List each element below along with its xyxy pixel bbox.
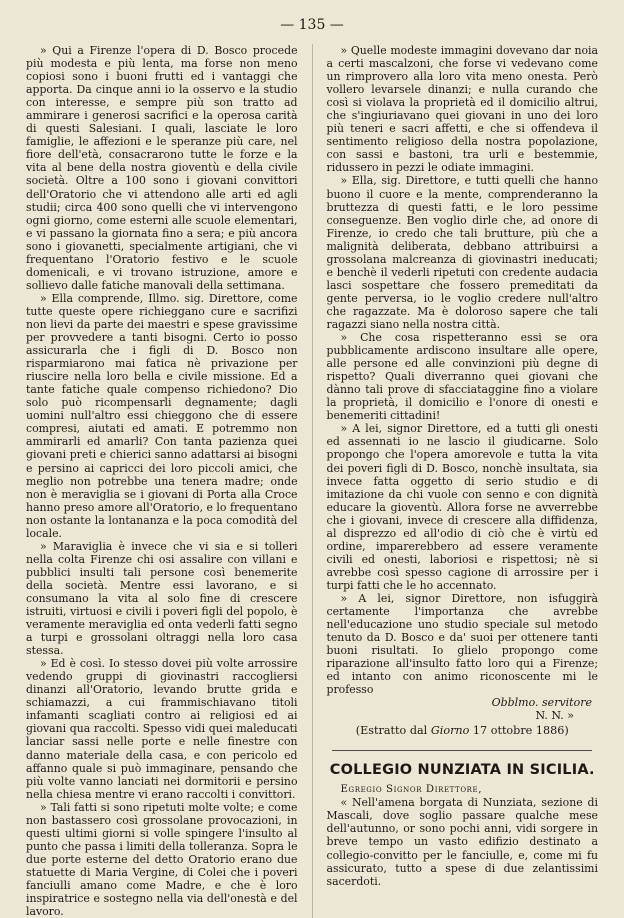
paragraph: « Nell'amena borgata di Nunziata, sezione di Mascali, dove soglio passare qualche mese dell'autunno, or sono pochi anni, vidi sorgere in breve tempo un vasto edifizio destinato a collegio-convitto per le fanciulle, e, come mi fu assicurato, tutto a spese di due zelantissimi sacerdoti.	[326, 796, 598, 888]
column-divider	[312, 44, 313, 918]
source-prefix: (Estratto dal	[355, 724, 431, 738]
paragraph: » Ella, sig. Direttore, e tutti quelli che hanno buono il cuore e la mente, comprenderanno la bruttezza di questi fatti, e le loro pessime conseguenze. Ben voglio dirle che, ad onore di Firenze, io credo che tali brutture, più che a malignità deliberata, debbano attribuirsi a grossolana malcreanza di giovinastri ineducati; e benchè il vederli ripetuti con credente audacia lasci sospettare che fossero premeditati da gente perversa, io le voglio credere null'altro che ragazzate. Ma è doloroso sapere che tali ragazzi siano nella nostra città.	[326, 174, 598, 331]
source-newspaper: Giorno	[430, 724, 470, 738]
source-citation	[326, 724, 598, 738]
source-date: 17 ottobre 1886)	[469, 724, 569, 738]
paragraph: » Tali fatti si sono ripetuti molte volte; e come non bastassero così grossolane provocazioni, in questi ultimi giorni si volle spingere l'insulto al punto che passa i limiti della tolleranza. Sopra le due porte esterne del detto Oratorio erano due statuette di Maria Vergine, di Colei che i poveri fanciulli amano come Madre, e che è loro inspiratrice e sostegno nella via dell'onestà e del lavoro.	[26, 800, 298, 918]
right-column	[326, 44, 598, 918]
section-heading: COLLEGIO NUNZIATA IN SICILIA.	[329, 762, 595, 779]
page-number: — 135 —	[280, 17, 344, 33]
paragraph: » Qui a Firenze l'opera di D. Bosco procede più modesta e più lenta, ma forse non meno copiosi sono i buoni frutti ed i vantaggi che apporta. Da cinque anni io la osservo e la studio con interesse, e sempre più son tratto ad ammirare i generosi sacrifici e la operosa carità di questi Salesiani. I quali, lasciate le loro famiglie, le affezioni e le speranze più care, nel fiore dell'età, consacrarono tutte le forze e la vita al bene della nostra gioventù e della civile società. Oltre a 100 sono i giovani convittori dell'Oratorio che vi attendono alle arti ed agli studii; circa 400 sono quelli che vi intervengono ogni giorno, come esterni alle scuole elementari, e vi passano la giornata fino a sera; e più ancora sono i giovanetti, specialmente artigiani, che vi frequentano l'Oratorio festivo e le scuole domenicali, e vi trovano istruzione, amore e sollievo dalle fatiche manovali della settimana.	[26, 44, 298, 292]
paragraph: » A lei, signor Direttore, non isfuggirà certamente l'importanza che avrebbe nell'educazione uno studio speciale sul metodo tenuto da D. Bosco e da' suoi per ottenere tanti buoni risultati. Io glielo propongo come riparazione all'insulto fatto loro qui a Firenze; ed intanto con animo riconoscente mi le professo	[326, 591, 598, 697]
letter-closing: Obblmo. servitore	[491, 696, 592, 710]
section-separator	[332, 750, 592, 751]
salutation: Egregio Signor Direttore,	[340, 784, 483, 796]
paragraph: » Ed è così. Io stesso dovei più volte arrossire vedendo gruppi di giovinastri raccogliersi dinanzi all'Oratorio, levando brutte grida e schiamazzi, a cui frammischiavano titoli infamanti scagliati contro ai religiosi ed ai giovani qua raccolti. Spesso vidi quei maleducati lanciar sassi nelle porte e nelle finestre con danno materiale della casa, e con pericolo ed affanno quale si può immaginare, pensando che più volte vanno lanciati nei dormitorii e persino nella chiesa mentre vi erano raccolti i convittori.	[26, 657, 298, 801]
paragraph: » A lei, signor Direttore, ed a tutti gli onesti ed assennati io ne lascio il giudicarne. Solo propongo che l'opera amorevole e tutta la vita dei poveri figli di D. Bosco, nonchè insultata, sia invece fatta oggetto di serio studio e di imitazione da chi vuole con senno e con dignità educare la gioventù. Allora forse ne avverrebbe che i giovani, invece di crescere alla diffidenza, al disprezzo ed all'odio di ciò che è virtù ed ordine, imparerebbero ad essere veramente civili ed onesti, laboriosi e rispettosi; nè si avrebbe così spesso cagione di arrossire per i turpi fatti che le ho accennato.	[326, 422, 598, 592]
paragraph: » Ella comprende, Illmo. sig. Direttore, come tutte queste opere richieggano cure e sacrifizi non lievi da parte dei maestri e spese gravissime per provvedere a tanti bisogni. Certo io posso assicurarla che i figli di D. Bosco non risparmiarono mai fatica nè privazione per riuscire nella loro bella e civile missione. Ed a tante fatiche quale compenso richiedono? Dio solo può ricompensarli degnamente; dagli uomini null'altro essi chieggono che di essere compresi, aiutati ed amati. E potremmo non ammirarli ed amarli? Con tanta pazienza quei giovani preti e chierici sanno adattarsi ai bisogni e persino ai capricci dei loro piccoli amici, che meglio non potrebbe una tenera madre; onde non è meraviglia se i giovani di Porta alla Croce hanno preso amore all'Oratorio, e lo frequentano non ostante la lontananza e la poca comodità del locale.	[26, 291, 298, 540]
paragraph: » Maraviglia è invece che vi sia e si tolleri nella colta Firenze chi osi assalire con villani e pubblici insulti tali persone così benemerite della società. Mentre essi lavorano, e si consumano la vita al solo fine di crescere istruiti, virtuosi e civili i poveri figli del popolo, è veramente meraviglia ed onta vederli fatti segno a turpi e grossolani oltraggi nella loro casa stessa.	[26, 539, 298, 658]
two-column-body	[26, 44, 598, 918]
paragraph: » Che cosa rispetteranno essi se ora pubblicamente ardiscono insultare alle opere, alle persone ed alle convinzioni più degne di rispetto? Quali diverranno quei giovani che dànno tali prove di sfacciataggine fino a violare la proprietà, il domicilio e l'onore di onesti e benemeriti cittadini!	[326, 331, 598, 423]
paragraph: » Quelle modeste immagini dovevano dar noia a certi mascalzoni, che forse vi vedevano come un rimprovero alla loro vita meno onesta. Però vollero levarsele dinanzi; e nulla curando che così si violava la proprietà ed il domicilio altrui, che s'ingiuriavano quei giovani in uno dei loro più teneri e sacri affetti, e che si offendeva il sentimento religioso della nostra popolazione, con sassi e bastoni, tra urli e bestemmie, ridussero in pezzi le odiate immagini.	[326, 44, 598, 175]
letter-signature: N. N. »	[535, 709, 574, 723]
left-column	[26, 44, 298, 918]
